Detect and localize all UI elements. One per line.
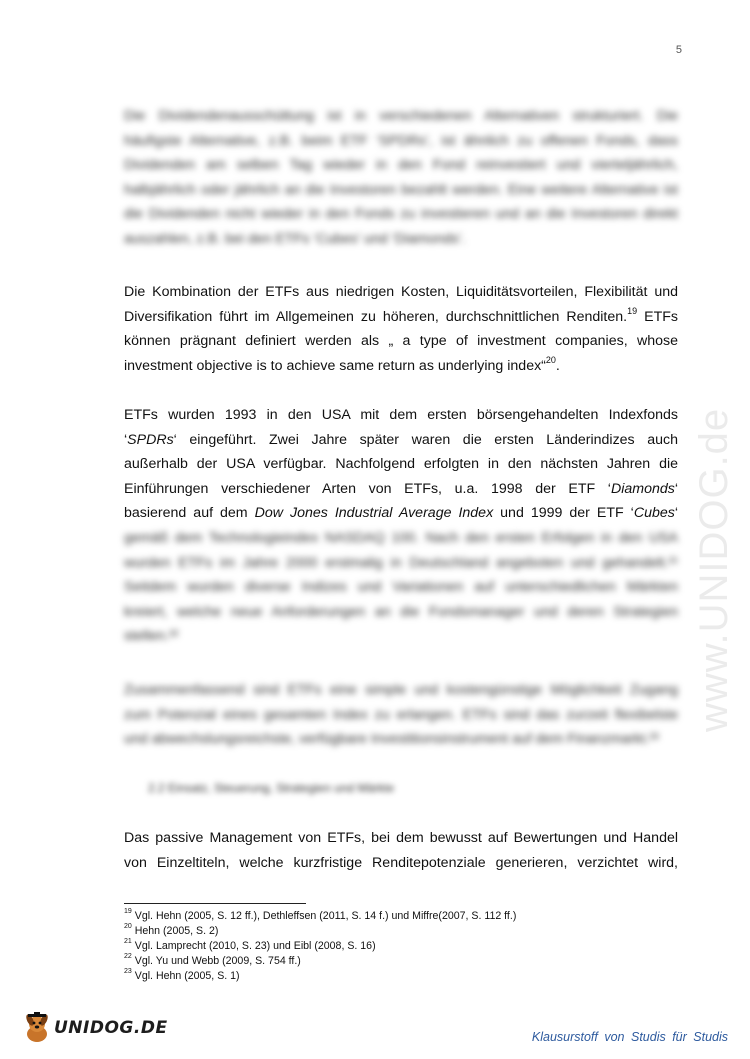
unidog-logo[interactable]	[22, 1012, 168, 1044]
text-line: Einführungen verschiedener Arten von ETFs, u.a. 1998 der ETF ‘Diamonds‘	[124, 480, 678, 497]
section-heading: 2.2 Einsatz, Steuerung, Strategien und Märkte	[148, 781, 395, 795]
paragraph-blurred-3	[124, 526, 678, 649]
footnote: $^{22}$ Vgl. Yu und Webb (2009, S. 754 ff.)	[124, 953, 301, 967]
text-line: gemäß dem Technologieindex NASDAQ 100. Nach den ersten Erfolgen in den USA	[124, 529, 678, 546]
text-line: Die Dividendenausschüttung ist in verschiedenen Alternativen strukturiert. Die	[124, 108, 678, 124]
footnote-divider	[124, 903, 306, 904]
tagline: Klausurstoff von Studis für Studis	[531, 1030, 728, 1044]
text-line: und abwechslungsreichste, verfügbare Investitionsinstrument auf dem Finanzmarkt.²³	[124, 731, 659, 748]
text-line: häufigste Alternative, z.B. beim ETF ‘SPDRs’, ist ähnlich zu offenen Fonds, dass	[124, 132, 678, 149]
text-line: Zusammenfassend sind ETFs eine simple und kostengünstige Möglichkeit Zugang	[124, 682, 678, 698]
text-line: ‘SPDRs‘ eingeführt. Zwei Jahre später waren die ersten Länderindizes auch	[124, 431, 678, 448]
paragraph-3	[124, 403, 678, 649]
logo-text: UNIDOG.DE	[54, 1018, 168, 1038]
dog-mascot-icon	[22, 1012, 52, 1044]
text-line: zum Potenzial eines gesamten Index zu erlangen. ETFs sind das zurzeit flexibelste	[124, 706, 678, 723]
footnote-ref: 20	[545, 355, 556, 366]
paragraph-blurred-4	[124, 678, 678, 752]
text-line: basierend auf dem Dow Jones Industrial Average Index und 1999 der ETF ‘Cubes‘	[124, 505, 678, 522]
text-line: außerhalb der USA verfügbar. Nachfolgend erfolgten in den nächsten Jahren die	[124, 456, 678, 473]
text-line: halbjährlich oder jährlich an die Investoren bezahlt werden. Eine weitere Alternative ist	[124, 181, 678, 198]
text-line: von Einzeltiteln, welche kurzfristige Renditepotenziale generieren, verzichtet wird,	[124, 854, 678, 871]
text-line: Die Kombination der ETFs aus niedrigen Kosten, Liquiditätsvorteilen, Flexibilität und	[124, 284, 678, 300]
text-line: Dividenden am selben Tag wieder in den Fond reinvestiert und vierteljährlich,	[124, 157, 678, 174]
paragraph-blurred-1	[124, 104, 678, 252]
text-line: Diversifikation führt im Allgemeinen zu höheren, durchschnittlichen Renditen.$^{19}$ ETFs	[124, 305, 678, 325]
text-line: investment objective is to achieve same return as underlying index“$^{20}$.	[124, 355, 560, 374]
page-number: 5	[675, 44, 682, 56]
footnote: $^{19}$ Vgl. Hehn (2005, S. 12 ff.), Dethleffsen (2011, S. 14 f.) und Miffre(2007, S. 112 ff.)	[124, 908, 517, 922]
footnote: $^{23}$ Vgl. Hehn (2005, S. 1)	[124, 968, 240, 982]
footnote: $^{20}$ Hehn (2005, S. 2)	[124, 923, 219, 937]
footnotes	[124, 909, 516, 984]
text-line: wurden ETFs im Jahre 2000 erstmalig in Deutschland angeboten und gehandelt.²¹	[124, 554, 678, 571]
paragraph-5	[124, 826, 678, 875]
footnote: $^{21}$ Vgl. Lamprecht (2010, S. 23) und Eibl (2008, S. 16)	[124, 938, 376, 952]
text-line: ETFs wurden 1993 in den USA mit dem ersten börsengehandelten Indexfonds	[124, 407, 678, 423]
text-line: Das passive Management von ETFs, bei dem bewusst auf Bewertungen und Handel	[124, 830, 678, 846]
text-line: die Dividenden nicht wieder in den Fonds zu investieren und an die Investoren direkt	[124, 206, 678, 223]
paragraph-2	[124, 280, 678, 378]
text-line: auszahlen, z.B. bei den ETFs ‘Cubes’ und ‘Diamonds’.	[124, 230, 466, 247]
text-line: können prägnant definiert werden als „ a type of investment companies, whose	[124, 333, 678, 350]
text-line: stellen.²²	[124, 628, 179, 645]
watermark-text: www.UNIDOG.de	[692, 407, 736, 732]
text-line: kreiert, welche neue Anforderungen an die Fondsmanager und deren Strategien	[124, 603, 678, 620]
watermark	[690, 282, 738, 732]
footnote-ref: 19	[627, 305, 638, 316]
text-line: Seitdem wurden diverse Indizes und Variationen auf unterschiedlichen Märkten	[124, 579, 678, 596]
